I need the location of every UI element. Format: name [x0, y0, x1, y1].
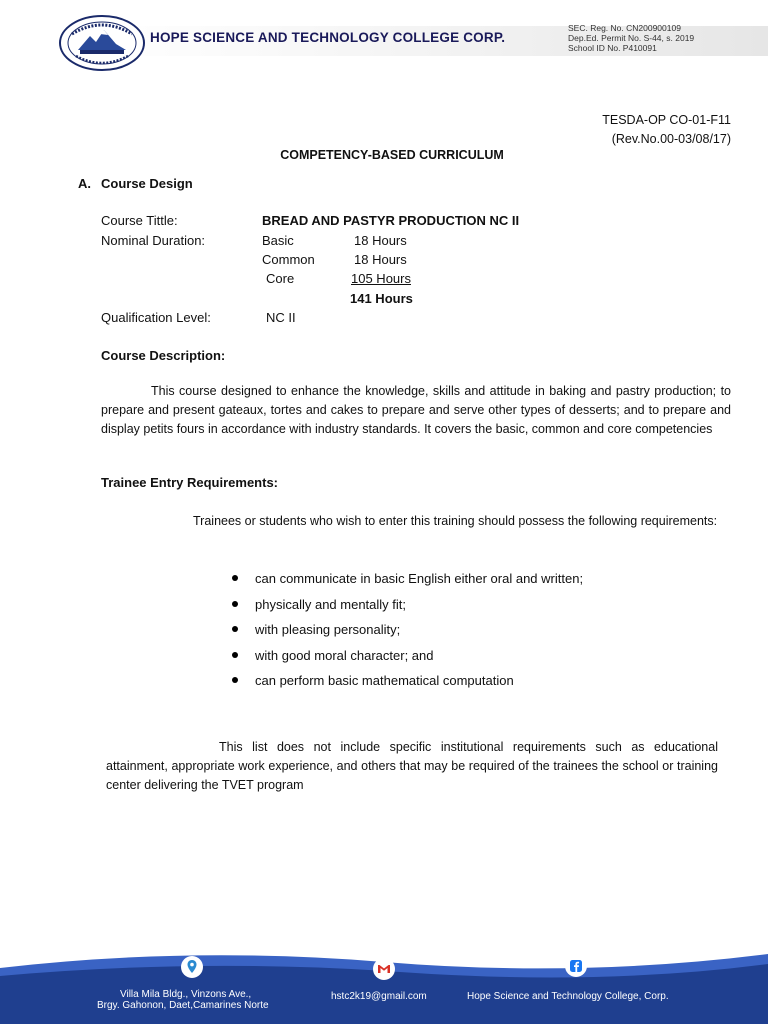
bullet-icon [232, 626, 238, 632]
registration-info [568, 23, 694, 53]
address-line-1: Villa Mila Bldg., Vinzons Ave., [120, 989, 252, 1000]
college-seal-logo [58, 14, 146, 72]
trainee-intro-text: Trainees or students who wish to enter this training should possess the following requirements: [193, 514, 718, 528]
college-name: HOPE SCIENCE AND TECHNOLOGY COLLEGE CORP. [150, 30, 506, 45]
course-title-label: Course Tittle: [101, 213, 178, 228]
duration-basic-name: Basic [262, 233, 294, 248]
duration-core-hours: 105 Hours [351, 271, 411, 286]
school-id-number: School ID No. P410091 [568, 43, 657, 53]
duration-core-name: Core [266, 271, 295, 286]
section-title: Course Design [101, 176, 193, 191]
qualification-value: NC II [266, 310, 296, 325]
list-item [232, 569, 583, 595]
list-item [232, 595, 583, 621]
list-item [232, 620, 583, 646]
requirement-text: with pleasing personality; [255, 622, 401, 637]
letterhead [0, 0, 768, 80]
bullet-icon [232, 575, 238, 581]
sec-reg-number: SEC. Reg. No. CN200900109 [568, 23, 681, 33]
address-line-2: Brgy. Gahonon, Daet,Camarines Norte [97, 1000, 269, 1011]
form-code [602, 111, 731, 149]
trainee-requirements-heading: Trainee Entry Requirements: [101, 475, 278, 490]
location-pin-icon [181, 956, 203, 978]
facebook-page-text: Hope Science and Technology College, Corp. [467, 991, 669, 1002]
deped-permit-number: Dep.Ed. Permit No. S-44, s. 2019 [568, 33, 695, 43]
list-item [232, 671, 583, 697]
requirement-text: can communicate in basic English either oral and written; [255, 571, 584, 586]
course-title-value: BREAD AND PASTYR PRODUCTION NC II [262, 213, 520, 228]
bullet-icon [232, 652, 238, 658]
footer [0, 940, 768, 1024]
qualification-label: Qualification Level: [101, 310, 211, 325]
bullet-icon [232, 677, 238, 683]
duration-basic-hours: 18 Hours [354, 233, 407, 248]
list-item [232, 646, 583, 672]
course-description-heading: Course Description: [101, 348, 226, 363]
revision-line: (Rev.No.00-03/08/17) [611, 132, 731, 146]
bullet-icon [232, 601, 238, 607]
gmail-icon [373, 958, 395, 980]
form-code-line: TESDA-OP CO-01-F11 [602, 113, 731, 127]
facebook-icon [565, 955, 587, 977]
nominal-duration-label: Nominal Duration: [101, 233, 206, 248]
course-description-text: This course designed to enhance the knowledge, skills and attitude in baking and pastry production; to prepare and present gateaux, tortes and cakes to prepare and serve other types of desserts; and to prepare and display petits fours in accordance with industry standards. It covers the basic, common and core competencies [101, 384, 731, 436]
document-title: COMPETENCY-BASED CURRICULUM [280, 148, 504, 162]
closing-paragraph: This list does not include specific institutional requirements such as educational attainment, appropriate work experience, and others that may be required of the trainees the school or training center delivering the TVET program [106, 740, 718, 792]
total-hours: 141 Hours [350, 291, 413, 306]
requirement-text: can perform basic mathematical computation [255, 673, 514, 688]
requirement-text: physically and mentally fit; [255, 596, 407, 612]
duration-common-name: Common [262, 252, 315, 267]
duration-common-hours: 18 Hours [354, 252, 407, 267]
requirements-list [232, 569, 583, 697]
section-heading [78, 174, 193, 193]
email-text: hstc2k19@gmail.com [331, 991, 427, 1002]
section-letter: A. [78, 176, 91, 191]
requirement-text: with good moral character; and [255, 647, 434, 663]
